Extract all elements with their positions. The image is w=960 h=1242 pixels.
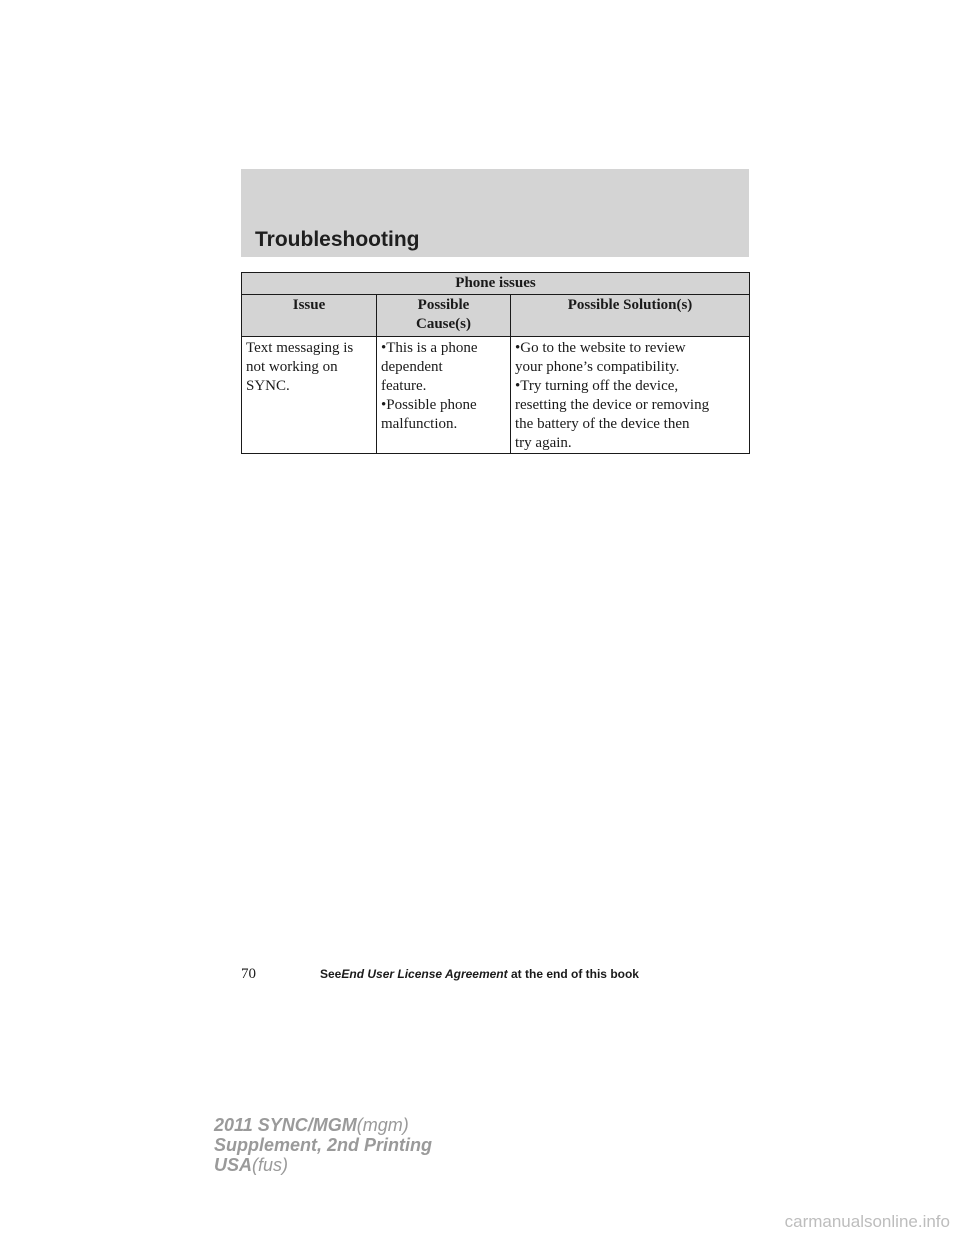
cell-issue <box>242 337 377 454</box>
footer-note-license-title: End User License Agreement <box>341 967 508 981</box>
column-header-possible-causes-line1: Possible <box>417 297 470 313</box>
edition-market: USA <box>214 1155 253 1175</box>
cell-text: Text messaging is <box>246 340 354 356</box>
column-header-possible-solutions: Possible Solution(s) <box>511 295 750 337</box>
cell-text: resetting the device or removing <box>515 397 710 413</box>
edition-line-1 <box>214 1115 432 1135</box>
edition-line-2: Supplement, 2nd Printing <box>214 1135 433 1155</box>
edition-info <box>214 1115 432 1175</box>
edition-product: 2011 SYNC/MGM <box>214 1115 357 1135</box>
column-header-issue: Issue <box>242 295 377 337</box>
cell-text: •Try turning off the device, <box>515 378 679 394</box>
footer-note-prefix: See <box>320 967 342 981</box>
cell-text: the battery of the device then <box>515 416 690 432</box>
section-title: Troubleshooting <box>255 228 420 251</box>
phone-issues-table <box>241 272 750 454</box>
cell-text: SYNC. <box>246 378 290 394</box>
cell-text: •This is a phone <box>381 340 478 356</box>
footer-note <box>320 967 639 981</box>
cell-text: feature. <box>381 378 427 394</box>
column-header-possible-causes-line2: Cause(s) <box>416 316 471 332</box>
cell-text: •Possible phone <box>381 397 477 413</box>
table-title-row <box>242 273 750 295</box>
cell-text: malfunction. <box>381 416 458 432</box>
edition-line-3 <box>214 1155 432 1175</box>
table-header-row <box>242 295 750 337</box>
edition-market-code: (fus) <box>252 1155 289 1175</box>
cell-text: your phone’s compatibility. <box>515 359 680 375</box>
cell-causes <box>377 337 511 454</box>
cell-solutions <box>511 337 750 454</box>
cell-text: not working on <box>246 359 338 375</box>
edition-product-code: (mgm) <box>356 1115 409 1135</box>
cell-text: try again. <box>515 435 572 451</box>
page-number: 70 <box>241 966 256 982</box>
table-title: Phone issues <box>242 273 750 295</box>
footer-note-suffix: at the end of this book <box>510 967 639 981</box>
watermark: carmanualsonline.info <box>784 1212 950 1231</box>
table-row <box>242 337 750 454</box>
section-header-band <box>241 169 749 257</box>
column-header-possible-causes <box>377 295 511 337</box>
cell-text: dependent <box>381 359 443 375</box>
cell-text: •Go to the website to review <box>515 340 686 356</box>
